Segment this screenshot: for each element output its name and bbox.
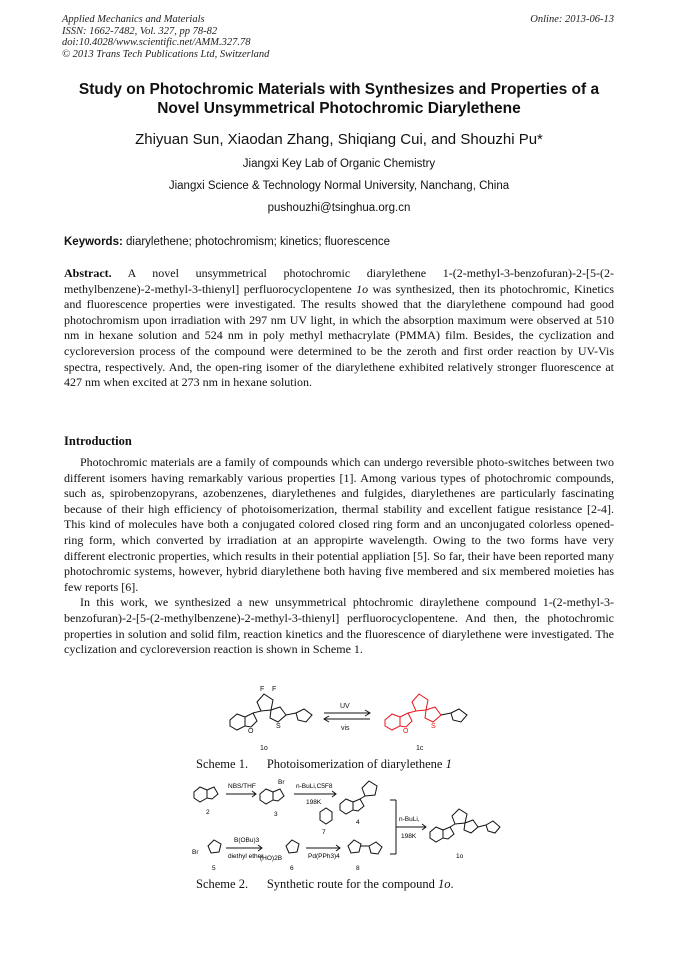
abstract xyxy=(64,266,614,391)
molecule-1o xyxy=(230,694,312,730)
online-date: Online: 2013-06-13 xyxy=(530,14,614,25)
abstract-compound: 1o xyxy=(356,281,369,296)
abstract-text: A novel unsymmetrical photochromic diarylethene 1-(2-methyl-3-benzofuran)-2-[5-(2-methylbenzene)-2-methyl-3-thienyl] perfluorocyclopentene xyxy=(64,266,615,296)
keywords-label: Keywords: xyxy=(64,236,123,248)
reagent-final-198k: 198K xyxy=(401,833,417,840)
compound-5-label: 5 xyxy=(212,865,216,872)
scheme1-f-label: F xyxy=(272,686,277,693)
scheme1-label-1o: 1o xyxy=(260,745,268,752)
compound-7 xyxy=(320,808,332,824)
compound-7-label: 7 xyxy=(322,829,326,836)
journal-copyright: © 2013 Trans Tech Publications Ltd, Switzerland xyxy=(62,48,270,60)
scheme-1-caption-num: 1 xyxy=(445,757,452,771)
scheme1-f-label: F xyxy=(260,686,265,693)
scheme-2-caption xyxy=(196,877,454,892)
compound-5-br: Br xyxy=(192,849,199,856)
compound-6 xyxy=(286,840,299,853)
paper-title xyxy=(40,80,638,118)
compound-3-label: 3 xyxy=(274,811,278,818)
scheme1-s-atom: S xyxy=(276,723,281,730)
reagent-198k: 198K xyxy=(306,799,322,806)
compound-5 xyxy=(208,840,221,853)
reaction-arrows xyxy=(324,710,370,722)
keywords-list: diarylethene; photochromism; kinetics; fluorescence xyxy=(126,236,390,248)
scheme-2-caption-text: Synthetic route for the compound xyxy=(266,877,435,891)
affiliation-lab: Jiangxi Key Lab of Organic Chemistry xyxy=(242,158,436,170)
keywords xyxy=(64,236,390,248)
scheme1-vis-label: vis xyxy=(341,725,350,732)
molecule-1c-tolyl xyxy=(441,709,467,722)
scheme-1-caption xyxy=(196,757,452,772)
journal-issn: ISSN: 1662-7482, Vol. 327, pp 78-82 xyxy=(62,25,218,37)
compound-2 xyxy=(194,787,218,802)
journal-doi: doi:10.4028/www.scientific.net/AMM.327.78 xyxy=(62,37,251,48)
compound-2-label: 2 xyxy=(206,809,210,816)
compound-8-label: 8 xyxy=(356,865,360,872)
scheme-2-caption-end: . xyxy=(450,877,454,891)
title-line-2: Novel Unsymmetrical Photochromic Diarylethene xyxy=(157,100,521,117)
compound-3-br: Br xyxy=(278,779,285,786)
reagent-boob: B(OBu)3 xyxy=(234,837,260,844)
journal-header xyxy=(62,14,269,60)
introduction-body xyxy=(64,455,614,658)
reagent-final-buli: n-BuLi, xyxy=(399,816,420,823)
author-email: pushouzhi@tsinghua.org.cn xyxy=(267,202,411,214)
reagent-ether: diethyl ether xyxy=(228,853,264,860)
compound-4 xyxy=(340,781,377,814)
reagent-buli-c5f8: n-BuLi,C5F8 xyxy=(296,783,333,790)
abstract-label: Abstract. xyxy=(64,266,112,280)
scheme-1-caption-label: Scheme 1. xyxy=(196,757,249,771)
section-heading-introduction: Introduction xyxy=(64,434,132,448)
compound-4-label: 4 xyxy=(356,819,360,826)
title-line-1: Study on Photochromic Materials with Synthesizes and Properties of a xyxy=(78,81,600,98)
intro-paragraph-1: Photochromic materials are a family of compounds which can undergo reversible photo-switches between two different isomers having remarkably various properties [1]. Among various types of photochromic compounds, such as, spirobenzopyrans, azobenzenes, diarylethenes and fulgides, diarylethenes are particularly fascinating because of their high efficiency of photoisomerization, thermal stability and excellent fatigue resistance [2-4]. This kind of molecules have both a conjugated colored closed ring form and an unconjugated colorless opened-ring form, which converted by irradiation at an appropirte wavelength. Owing to the two forms have very different electronic properties, which results in their potential appliation [5]. So far, their have been reported many photochromic systems, however, hybrid diarylethene both having five membered and six membered moieties has few reports [6]. xyxy=(64,455,614,594)
journal-name: Applied Mechanics and Materials xyxy=(62,14,205,25)
scheme1-label-1c: 1c xyxy=(416,745,424,752)
compound-6-boronic: (HO)2B xyxy=(260,855,283,862)
scheme1-closed-o-atom: O xyxy=(403,728,409,735)
compound-3 xyxy=(260,789,284,804)
scheme-1-caption-text: Photoisomerization of diarylethene xyxy=(266,757,443,771)
scheme-1-figure xyxy=(220,680,520,756)
intro-paragraph-2: In this work, we synthesized a new unsymmetrical phtochromic diraylethene compound 1-(2-methyl-3-benzofuran)-2-[5-(2-methylbenzene)-2-methyl-3-thienyl] perfluorocyclopentene. And then, the photochromic properties in solution and solid film, reaction kinetics and the fluorescence of diarylethene were investigated. The cyclization and cycloreversion reaction is shown in Scheme 1. xyxy=(64,595,614,657)
scheme1-closed-s-atom: S xyxy=(431,723,436,730)
affiliation-university: Jiangxi Science & Technology Normal University, Nanchang, China xyxy=(168,180,510,192)
scheme-2-caption-compound: 1o xyxy=(437,877,451,891)
authors: Zhiyuan Sun, Xiaodan Zhang, Shiqiang Cui, and Shouzhi Pu* xyxy=(135,131,543,148)
scheme1-o-atom: O xyxy=(248,728,254,735)
abstract-rest: was synthesized, then its photochromic, Kinetics and fluorescence properties were investigated. The results showed that the diarylethene compound had good photochromism upon irradiation with 297 nm UV light, in which the absorption maximum were observed at 510 nm in hexane solution and 524 nm in poly methyl methacrylate (PMMA) film. Besides, the cyclization and cycloreversion process of the compound were determined to be the zeroth and first order reaction by UV-Vis spectra, respectively. And, the open-ring isomer of the diarylethene exhibited relatively stronger fluorescence at 427 nm when excited at 273 nm in hexane solution. xyxy=(64,281,614,390)
compound-8 xyxy=(348,840,382,854)
compound-6-label: 6 xyxy=(290,865,294,872)
compound-1o xyxy=(430,809,500,842)
scheme-2-figure xyxy=(190,774,520,876)
reagent-nbs: NBS/THF xyxy=(228,783,256,790)
scheme-2-caption-label: Scheme 2. xyxy=(196,877,249,891)
compound-1o-label: 1o xyxy=(456,853,464,860)
reagent-pd: Pd(PPh3)4 xyxy=(308,853,340,860)
scheme1-uv-label: UV xyxy=(340,703,350,710)
